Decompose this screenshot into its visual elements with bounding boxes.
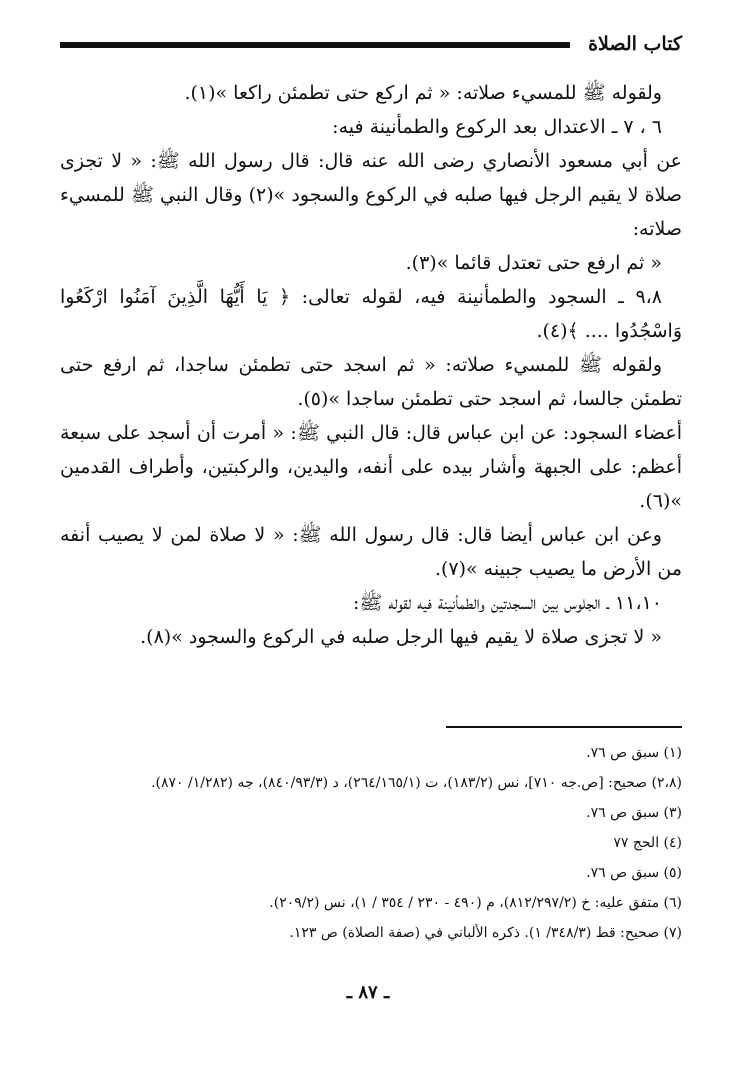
footnote: (١) سبق ص ٧٦.: [586, 745, 682, 761]
section-heading: ٦ ، ٧ ـ الاعتدال بعد الركوع والطمأنينة فيه:: [332, 116, 662, 138]
paragraph: « لا تجزى صلاة لا يقيم فيها الرجل صلبه في الركوع والسجود »(٨).: [140, 626, 662, 648]
running-header: [60, 30, 682, 58]
footnotes: [60, 738, 682, 948]
footnote: (٣) سبق ص ٧٦.: [586, 805, 682, 821]
paragraph: ولقوله ﷺ للمسيء صلاته: « ثم اركع حتى تطمئن راكعا »(١).: [184, 82, 662, 104]
footnote: (٢،٨) صحيح: [ص.جه ٧١٠]، نس (١٨٣/٢)، ت (٢٦٤/١٦٥/١)، د (٨٤٠/٩٣/٣)، جه (١/٢٨٢/ ٨٧٠).: [151, 775, 682, 791]
paragraph: عن أبي مسعود الأنصاري رضى الله عنه قال: قال رسول الله ﷺ: « لا تجزى صلاة لا يقيم الرجل فيها صلبه في الركوع والسجود »(٢) وقال النبي ﷺ للمسيء صلاته:: [60, 150, 682, 240]
header-title: كتاب الصلاة: [588, 33, 682, 55]
footnote: (٧) صحيح: قط (٣٤٨/٣/ ١). ذكره الألباني في (صفة الصلاة) ص ١٢٣.: [289, 925, 682, 941]
footnote: (٥) سبق ص ٧٦.: [586, 865, 682, 881]
section-heading: ٩،٨ ـ السجود والطمأنينة فيه، لقوله تعالى: ﴿ يَا أَيُّهَا الَّذِينَ آمَنُوا ارْكَعُوا وَاسْجُدُوا .... ﴾(٤).: [60, 286, 682, 342]
page-number: ـ ٨٧ ـ: [346, 982, 390, 1003]
paragraph: وعن ابن عباس أيضا قال: قال رسول الله ﷺ: « لا صلاة لمن لا يصيب أنفه من الأرض ما يصيب جبينه »(٧).: [60, 524, 682, 580]
paragraph: أعضاء السجود: عن ابن عباس قال: قال النبي ﷺ: « أمرت أن أسجد على سبعة أعظم: على الجبهة وأشار بيده على أنفه، واليدين، والركبتين، وأطراف القدمين »(٦).: [60, 422, 682, 512]
footnote-separator: [446, 726, 682, 728]
main-text: [60, 76, 682, 654]
section-heading: ١١،١٠ ـ الجلوس بين السجدتين والطمأنينة فيه لقوله ﷺ:: [352, 592, 662, 614]
paragraph: « ثم ارفع حتى تعتدل قائما »(٣).: [405, 252, 662, 274]
footnote: (٦) متفق عليه: خ (٨١٢/٢٩٧/٢)، م (٤٩٠ - ٢٣٠ / ٣٥٤ / ١)، نس (٢٠٩/٢).: [269, 895, 682, 911]
paragraph: ولقوله ﷺ للمسيء صلاته: « ثم اسجد حتى تطمئن ساجدا، ثم ارفع حتى تطمئن جالسا، ثم اسجد حتى تطمئن ساجدا »(٥).: [60, 354, 682, 410]
header-rule: [60, 42, 570, 48]
footnote: (٤) الحج ٧٧: [613, 835, 682, 851]
